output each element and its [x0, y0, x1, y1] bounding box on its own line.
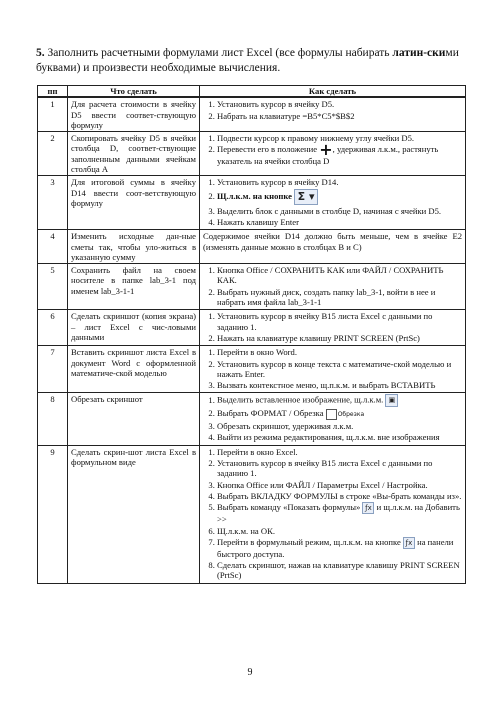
row-what: Для расчета стоимости в ячейку D5 ввести соответ-ствующую формулу — [68, 97, 200, 131]
step-text: Щ.л.к.м. на кнопке — [217, 190, 292, 201]
step-text: Перейти в формульный режим, щ.л.к.м. на кнопке — [217, 536, 401, 547]
step-item: 1. Подвести курсор к правому нижнему углу ячейки D5. — [217, 133, 462, 143]
row-number: 2 — [38, 132, 68, 176]
row-number: 3 — [38, 176, 68, 230]
step-list — [203, 265, 462, 307]
row-what: Обрезать скриншот — [68, 393, 200, 445]
step-item: 4. Выбрать ВКЛАДКУ ФОРМУЛЫ в строке «Вы-брать команды из». — [217, 491, 462, 501]
row-how — [200, 97, 466, 131]
step-item: 3. Вызвать контекстное меню, щ.п.к.м. и выбрать ВСТАВИТЬ — [217, 380, 462, 390]
table-row — [38, 230, 466, 264]
step-text: Выделить вставленное изображение, щ.л.к.м. — [217, 394, 384, 405]
row-number: 7 — [38, 346, 68, 393]
step-text: Выбрать ФОРМАТ / Обрезка — [217, 408, 324, 419]
row-how — [200, 176, 466, 230]
task-table — [37, 85, 466, 584]
step-list — [203, 177, 462, 227]
step-list — [203, 311, 462, 343]
step-item: 1. Установить курсор в ячейку D14. — [217, 177, 462, 187]
step-item: 6. Щ.л.к.м. на ОК. — [217, 526, 462, 536]
task-heading — [36, 46, 466, 76]
step-item: 2. Выбрать нужный диск, создать папку lab_3-1, войти в нее и набрать имя файла lab_3-1-1 — [217, 287, 462, 308]
table-header-row — [38, 86, 466, 98]
crop-icon-label: Обрезка — [337, 410, 365, 418]
row-number: 1 — [38, 97, 68, 131]
step-item — [217, 408, 462, 420]
row-how — [200, 445, 466, 583]
row-number: 8 — [38, 393, 68, 445]
row-what: Скопировать ячейку D5 в ячейки столбца D, соответ-ствующие заполненным данными ячейкам столбца А — [68, 132, 200, 176]
task-number: 5. — [36, 47, 45, 59]
table-row — [38, 176, 466, 230]
row-what: Сделать скрин-шот листа Excel в формульном виде — [68, 445, 200, 583]
heading-text-1: Заполнить расчетными формулами лист Excel (все формулы набирать — [44, 47, 393, 59]
step-item: 3. Выделить блок с данными в столбце D, начиная с ячейки D5. — [217, 206, 462, 216]
row-how — [200, 310, 466, 346]
step-item: 1. Установить курсор в ячейку D5. — [217, 99, 462, 109]
step-list — [203, 394, 462, 442]
row-what: Сохранить файл на своем носителе в папке lab_3-1 под именем lab_3-1-1 — [68, 264, 200, 310]
table-row — [38, 97, 466, 131]
step-list — [203, 133, 462, 166]
step-item: 2. Нажать на клавиатуре клавишу PRINT SCREEN (PrtSc) — [217, 333, 462, 343]
heading-text-3: буквами) и произвести необходимые вычисления. — [36, 62, 281, 74]
step-text-tail: удерживая л.к.м., растянуть указатель на ячейки столбца D — [217, 144, 439, 166]
step-item: 4. Нажать клавишу Enter — [217, 217, 462, 227]
step-item: 8. Сделать скриншот, нажав на клавиатуре клавишу PRINT SCREEN (PrtSc) — [217, 560, 462, 581]
row-how — [200, 230, 466, 264]
table-row — [38, 264, 466, 310]
header-what: Что сделать — [68, 86, 200, 98]
autosum-icon: Σ ▾ — [294, 189, 318, 205]
step-item: 1. Кнопка Office / СОХРАНИТЬ КАК или ФАЙЛ / СОХРАНИТЬ КАК. — [217, 265, 462, 286]
page-number: 9 — [247, 667, 253, 678]
step-item — [217, 502, 462, 524]
picture-icon: ▣ — [385, 394, 398, 407]
step-list — [203, 447, 462, 581]
table-row — [38, 346, 466, 393]
row-what: Для итоговой суммы в ячейку D14 ввести соот-ветствующую формулу — [68, 176, 200, 230]
step-list — [203, 347, 462, 390]
step-item: 2. Установить курсор в конце текста с математиче-ской моделью и нажать Enter. — [217, 359, 462, 380]
header-number: пп — [38, 86, 68, 98]
step-item: 4. Выйти из режима редактирования, щ.л.к.м. вне изображения — [217, 432, 462, 442]
row-how — [200, 393, 466, 445]
step-text: Выбрать команду «Показать формулы» — [217, 502, 361, 513]
step-text-tail: на панели быстрого доступа. — [217, 536, 454, 559]
row-how — [200, 132, 466, 176]
step-list — [203, 99, 462, 121]
step-text: Перевести его в положение — [217, 144, 318, 155]
heading-text-2: ми — [445, 47, 459, 59]
heading-bold-1: латин-ски — [392, 47, 446, 59]
row-how — [200, 264, 466, 310]
step-item: 1. Перейти в окно Excel. — [217, 447, 462, 457]
row-what: Изменить исходные дан-ные сметы так, чтобы уло-житься в указанную сумму — [68, 230, 200, 264]
step-text-tail: и щ.л.к.м. на Добавить >> — [217, 502, 460, 525]
row-what: Сделать скриншот (копия экрана) – лист Excel с чис-ловыми данными — [68, 310, 200, 346]
step-item: 2. Перевести его в положение +, удерживая л.к.м., растянуть указатель на ячейки столбца D — [217, 144, 462, 165]
row-what: Вставить скриншот листа Excel в документ Word с оформленной математиче-ской моделью — [68, 346, 200, 393]
header-how: Как сделать — [200, 86, 466, 98]
row-how — [200, 346, 466, 393]
row-number: 6 — [38, 310, 68, 346]
step-item — [217, 189, 462, 205]
show-formulas-icon: ƒx — [362, 502, 374, 514]
crop-icon — [326, 409, 364, 420]
step-item: 1. Установить курсор в ячейку B15 листа Excel с данными по заданию 1. — [217, 311, 462, 332]
show-formulas-icon: ƒx — [403, 537, 415, 549]
step-item — [217, 394, 462, 407]
table-row — [38, 445, 466, 583]
step-item: 3. Кнопка Office или ФАЙЛ / Параметры Excel / Настройка. — [217, 480, 462, 490]
step-item: 2. Установить курсор в ячейку B15 листа Excel с данными по заданию 1. — [217, 458, 462, 479]
row-number: 5 — [38, 264, 68, 310]
crosshair-cursor-icon: + — [319, 140, 333, 160]
table-row — [38, 310, 466, 346]
row-number: 9 — [38, 445, 68, 583]
step-item: 1. Перейти в окно Word. — [217, 347, 462, 357]
table-row — [38, 132, 466, 176]
row-number: 4 — [38, 230, 68, 264]
table-row — [38, 393, 466, 445]
step-item — [217, 537, 462, 559]
step-item: 3. Обрезать скриншот, удерживая л.к.м. — [217, 421, 462, 431]
how-text: Содержимое ячейки D14 должно быть меньше, чем в ячейке E2 (изменять данные можно в столбцах B и C) — [203, 231, 462, 252]
step-item: 2. Набрать на клавиатуре =B5*C5*$B$2 — [217, 111, 462, 121]
